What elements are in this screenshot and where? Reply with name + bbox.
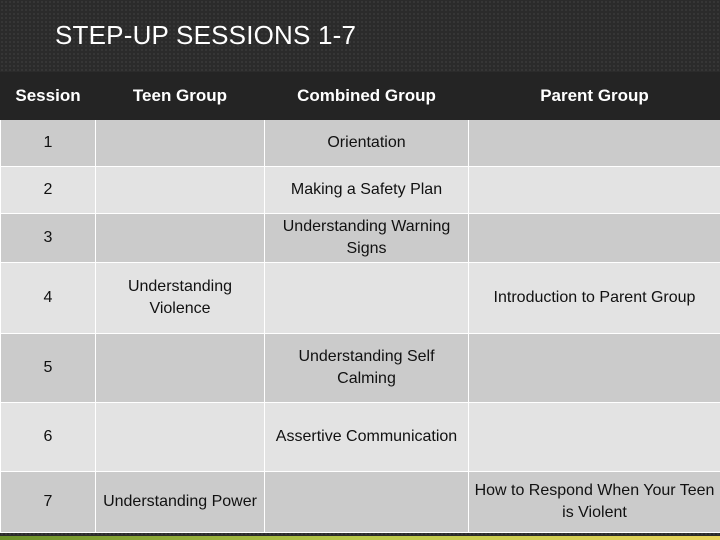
combined-group-cell: Understanding Self Calming (265, 334, 469, 403)
decorative-bottom-strip (0, 536, 720, 540)
sessions-table (0, 72, 720, 533)
combined-group-cell: Orientation (265, 120, 469, 167)
teen-group-cell (96, 403, 265, 472)
teen-group-cell (96, 334, 265, 403)
header-parent-group: Parent Group (469, 73, 720, 120)
table-row (1, 120, 720, 167)
parent-group-cell (469, 334, 720, 403)
combined-group-cell: Understanding Warning Signs (265, 214, 469, 263)
teen-group-cell (96, 167, 265, 214)
combined-group-cell (265, 472, 469, 533)
header-teen-group: Teen Group (96, 73, 265, 120)
teen-group-cell (96, 120, 265, 167)
table-row (1, 167, 720, 214)
session-number: 2 (1, 167, 96, 214)
parent-group-cell (469, 120, 720, 167)
combined-group-cell: Making a Safety Plan (265, 167, 469, 214)
header-combined-group: Combined Group (265, 73, 469, 120)
parent-group-cell (469, 403, 720, 472)
table-row (1, 334, 720, 403)
table-row (1, 263, 720, 334)
slide-title: STEP-UP SESSIONS 1-7 (55, 20, 357, 50)
session-number: 6 (1, 403, 96, 472)
teen-group-cell (96, 214, 265, 263)
table-row (1, 214, 720, 263)
parent-group-cell: How to Respond When Your Teen is Violent (469, 472, 720, 533)
parent-group-cell (469, 167, 720, 214)
combined-group-cell (265, 263, 469, 334)
header-session: Session (1, 73, 96, 120)
session-number: 5 (1, 334, 96, 403)
combined-group-cell: Assertive Communication (265, 403, 469, 472)
session-number: 7 (1, 472, 96, 533)
session-number: 3 (1, 214, 96, 263)
table-row (1, 403, 720, 472)
table-header-row (1, 73, 720, 120)
parent-group-cell (469, 214, 720, 263)
session-number: 1 (1, 120, 96, 167)
parent-group-cell: Introduction to Parent Group (469, 263, 720, 334)
session-number: 4 (1, 263, 96, 334)
teen-group-cell: Understanding Power (96, 472, 265, 533)
table-row (1, 472, 720, 533)
teen-group-cell: Understanding Violence (96, 263, 265, 334)
